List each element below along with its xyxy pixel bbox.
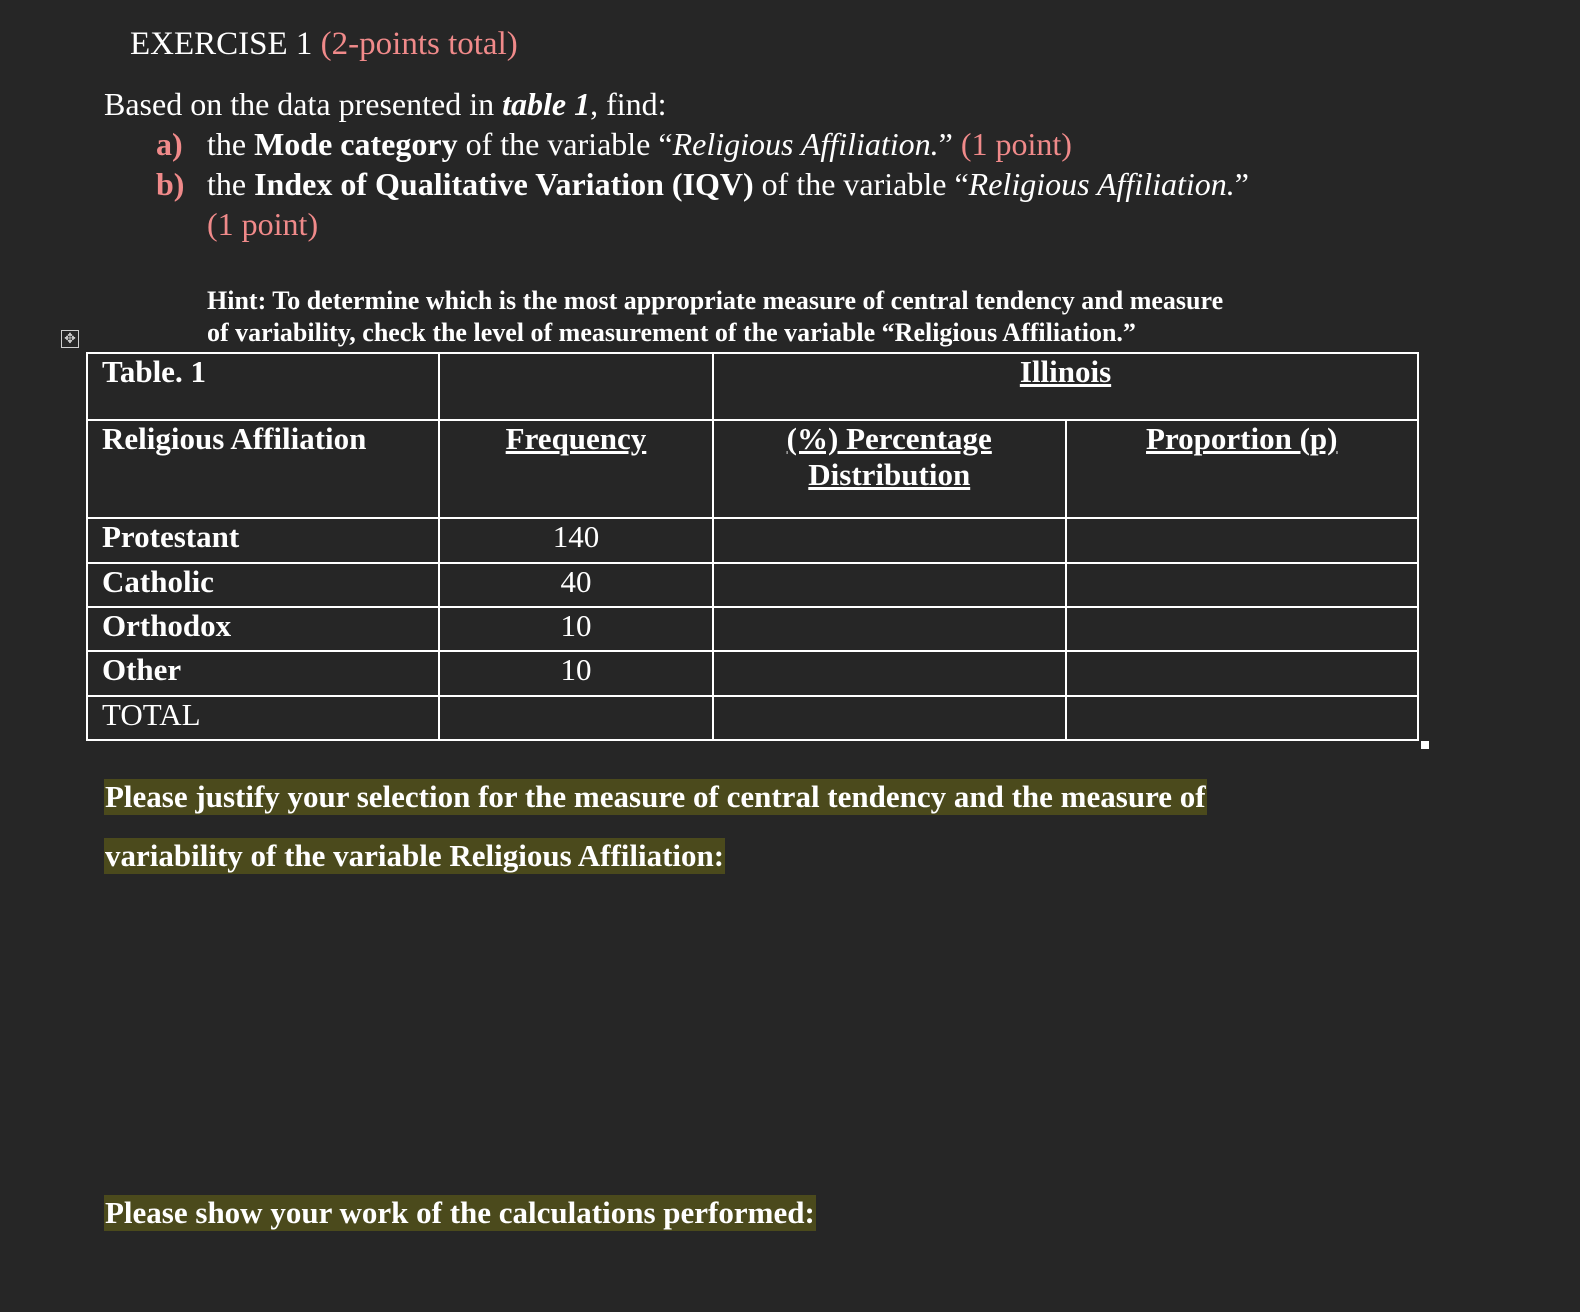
hint-line-2: of variability, check the level of measurement of the variable “Religious Affiliation.” — [207, 318, 1136, 347]
show-work-prompt: Please show your work of the calculations performed: — [105, 1195, 815, 1230]
header-percentage-cell[interactable] — [713, 420, 1066, 518]
row-category[interactable]: Orthodox — [87, 607, 439, 651]
row-percentage[interactable] — [713, 563, 1066, 607]
table-header-row — [87, 420, 1418, 518]
question-b-bold: Index of Qualitative Variation (IQV) — [254, 166, 754, 202]
table-row — [87, 651, 1418, 696]
exercise-title — [130, 26, 518, 63]
row-category[interactable]: Other — [87, 651, 439, 696]
question-b-label: b) — [156, 166, 185, 202]
total-label[interactable]: TOTAL — [87, 696, 439, 740]
table-total-row — [87, 696, 1418, 740]
question-b-points: (1 point) — [207, 206, 319, 242]
justify-prompt-line-2: variability of the variable Religious Affiliation: — [105, 838, 725, 873]
question-a-mid: of the variable “ — [465, 126, 673, 162]
question-a-label: a) — [156, 126, 183, 162]
question-b — [156, 166, 1249, 203]
hint-line-1: Hint: To determine which is the most appropriate measure of central tendency and measure — [207, 286, 1224, 315]
question-a-bold: Mode category — [254, 126, 458, 162]
question-b-mid: of the variable “ — [761, 166, 969, 202]
header-frequency: Frequency — [505, 421, 647, 456]
row-frequency[interactable]: 10 — [439, 651, 713, 696]
exercise-title-main: EXERCISE 1 — [130, 26, 313, 62]
row-percentage[interactable] — [713, 518, 1066, 563]
table-row — [87, 518, 1418, 563]
row-proportion[interactable] — [1066, 651, 1419, 696]
question-a-pre: the — [207, 126, 247, 162]
data-table — [86, 352, 1419, 741]
header-percentage-line2: Distribution — [808, 457, 971, 492]
row-category[interactable]: Protestant — [87, 518, 439, 563]
question-b-italic: Religious Affiliation. — [968, 166, 1235, 202]
intro-line — [104, 86, 667, 123]
table-resize-handle[interactable] — [1421, 741, 1429, 749]
table-caption[interactable]: Table. 1 — [87, 353, 439, 420]
total-proportion[interactable] — [1066, 696, 1419, 740]
total-frequency[interactable] — [439, 696, 713, 740]
table-row — [87, 563, 1418, 607]
total-percentage[interactable] — [713, 696, 1066, 740]
row-proportion[interactable] — [1066, 607, 1419, 651]
table-caption-blank[interactable] — [439, 353, 713, 420]
intro-prefix: Based on the data presented in — [104, 86, 495, 122]
header-category[interactable]: Religious Affiliation — [87, 420, 439, 518]
intro-table-ref: table 1 — [502, 86, 591, 122]
question-a-italic: Religious Affiliation. — [672, 126, 939, 162]
row-percentage[interactable] — [713, 607, 1066, 651]
table-caption-row — [87, 353, 1418, 420]
row-category[interactable]: Catholic — [87, 563, 439, 607]
question-b-end: ” — [1234, 166, 1249, 202]
header-frequency-cell[interactable] — [439, 420, 713, 518]
question-a — [156, 126, 1072, 163]
question-b-pre: the — [207, 166, 247, 202]
row-frequency[interactable]: 10 — [439, 607, 713, 651]
header-proportion: Proportion (p) — [1146, 421, 1338, 456]
row-frequency[interactable]: 140 — [439, 518, 713, 563]
row-percentage[interactable] — [713, 651, 1066, 696]
header-proportion-cell[interactable] — [1066, 420, 1419, 518]
header-percentage-line1: (%) Percentage — [786, 421, 992, 456]
question-a-points: (1 point) — [960, 126, 1072, 162]
table-row — [87, 607, 1418, 651]
intro-suffix: , find: — [590, 86, 667, 122]
row-proportion[interactable] — [1066, 563, 1419, 607]
table-region: Illinois — [1019, 354, 1112, 389]
row-frequency[interactable]: 40 — [439, 563, 713, 607]
exercise-title-points: (2-points total) — [320, 26, 518, 62]
question-a-end: ” — [938, 126, 953, 162]
row-proportion[interactable] — [1066, 518, 1419, 563]
table-region-cell[interactable] — [713, 353, 1418, 420]
table-move-handle-icon[interactable]: ✥ — [61, 330, 79, 348]
justify-prompt-line-1: Please justify your selection for the measure of central tendency and the measure of — [105, 779, 1206, 814]
